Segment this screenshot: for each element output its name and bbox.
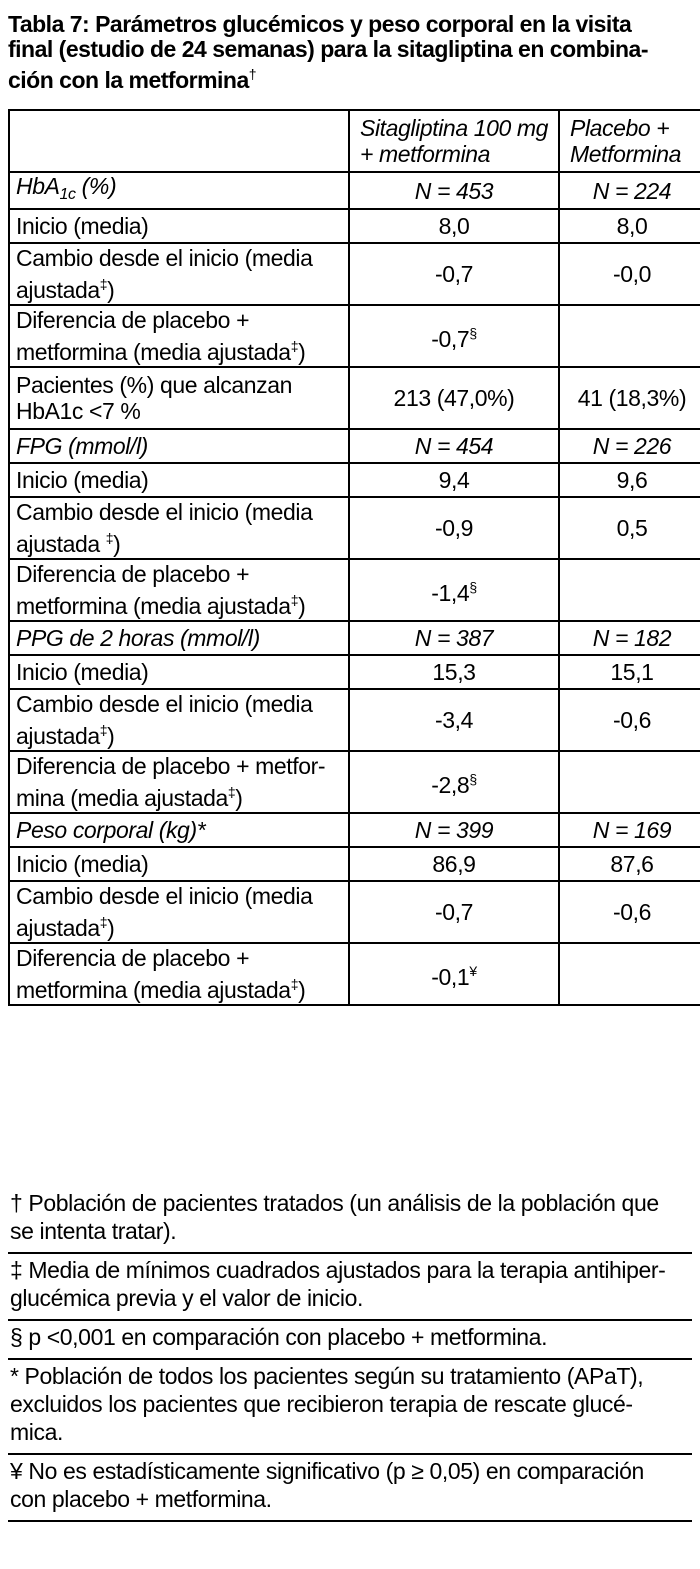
value-placebo: -0,0 [559,243,700,305]
value-placebo [559,559,700,621]
section-label-subscript: 1c [59,186,76,203]
value-placebo: 87,6 [559,847,700,881]
value-sitagliptin: 213 (47,0%) [349,367,559,429]
value-placebo [559,943,700,1005]
value-sitagliptin [349,751,559,813]
table-row [9,655,700,689]
header-placebo [559,110,700,172]
row-label-line-2-text: ajustada [16,723,100,749]
section-label [9,172,349,209]
row-label-line-2: HbA1c <7 % [16,398,141,424]
value-placebo: 9,6 [559,463,700,497]
value-sitagliptin: -0,7 [349,243,559,305]
row-label-tail: ) [235,785,243,811]
table-row [9,751,700,813]
header-empty-cell [9,110,349,172]
footnote-marker: § [469,771,477,787]
row-label-tail: ) [107,915,115,941]
row-label-line-1: Diferencia de placebo + metfor- [16,753,326,779]
value-sitagliptin [349,305,559,367]
section-label: PPG de 2 horas (mmol/l) [9,621,349,655]
value-text: -2,8 [431,772,470,798]
row-label-line-2-text: metformina (media ajustada [16,593,291,619]
footnote-marker: ‡ [290,338,299,354]
table-row [9,367,700,429]
n-sitagliptin: N = 399 [349,813,559,847]
footnote-marker: ¥ [469,963,477,979]
row-label-line-1: Cambio desde el inicio (media [16,691,313,717]
footnote-marker: ‡ [99,276,108,292]
value-placebo: 8,0 [559,209,700,243]
value-text: -0,7 [431,326,470,352]
footnote-marker: ‡ [290,976,299,992]
value-placebo: 41 (18,3%) [559,367,700,429]
n-placebo: N = 169 [559,813,700,847]
footnote-line: ‡ Media de mínimos cuadrados ajustados para la terapia antihiper- [10,1257,666,1283]
footnote-marker: § [469,325,477,341]
n-sitagliptin: N = 387 [349,621,559,655]
row-label [9,305,349,367]
value-placebo [559,751,700,813]
row-label-tail: ) [113,531,121,557]
table-row [9,305,700,367]
table-title [8,12,692,93]
value-sitagliptin: 15,3 [349,655,559,689]
value-placebo: 0,5 [559,497,700,559]
header-placebo-line-1: Placebo + [570,115,670,141]
value-text: -1,4 [431,580,470,606]
footnote-line: ¥ No es estadísticamente significativo (p ≥ 0,05) en comparación [10,1458,644,1484]
title-line-2: final (estudio de 24 semanas) para la sitagliptina en combina- [8,36,649,62]
footnote-line: excluidos los pacientes que recibieron terapia de rescate glucé- [10,1391,633,1417]
row-label-line-1: Cambio desde el inicio (media [16,883,313,909]
row-label-tail: ) [298,593,306,619]
footnote-line: con placebo + metformina. [10,1486,272,1512]
footnote-line: † Población de pacientes tratados (un análisis de la población que [10,1190,659,1216]
row-label-line-1: Diferencia de placebo + [16,561,250,587]
value-sitagliptin: -3,4 [349,689,559,751]
row-label-line-1: Cambio desde el inicio (media [16,245,313,271]
title-line-3 [8,62,692,93]
n-placebo: N = 226 [559,429,700,463]
row-label-line-2-text: ajustada [16,277,100,303]
footnote-treated-population [8,1186,692,1254]
value-placebo [559,305,700,367]
row-label-line-2-text: mina (media ajustada [16,785,228,811]
row-label-line-2 [16,909,342,941]
footnote-apat [8,1360,692,1455]
row-label-line-2 [16,587,342,619]
header-sitagliptin-line-1: Sitagliptina 100 mg [360,115,549,141]
section-row-hba1c [9,172,700,209]
row-label-line-2-text: ajustada [16,531,106,557]
row-label-line-2-text: metformina (media ajustada [16,339,291,365]
footnote-marker: ‡ [99,722,108,738]
footnote-line: mica. [10,1419,63,1445]
footnote-line: * Población de todos los pacientes según su tratamiento (APaT), [10,1363,644,1389]
footnote-marker: § [469,579,477,595]
value-text: -0,1 [431,964,470,990]
table-row [9,209,700,243]
title-line-1: Tabla 7: Parámetros glucémicos y peso corporal en la visita [8,11,632,37]
value-sitagliptin: -0,9 [349,497,559,559]
section-row-body-weight [9,813,700,847]
section-label-rest: (%) [75,173,117,199]
header-sitagliptin [349,110,559,172]
row-label [9,881,349,943]
table-row [9,559,700,621]
row-label-line-2 [16,333,342,365]
results-table [8,109,700,1006]
title-marker: † [248,66,257,82]
value-sitagliptin [349,559,559,621]
row-label-tail: ) [298,977,306,1003]
table-row [9,497,700,559]
row-label [9,943,349,1005]
header-placebo-line-2: Metformina [570,141,682,167]
row-label-line-1: Pacientes (%) que alcanzan [16,372,292,398]
row-label-line-2 [16,525,342,557]
footnote-marker: ‡ [105,530,114,546]
row-label [9,751,349,813]
row-label-tail: ) [107,277,115,303]
value-placebo: 15,1 [559,655,700,689]
n-sitagliptin: N = 453 [349,172,559,209]
footnote-line: § p <0,001 en comparación con placebo + metformina. [10,1324,548,1350]
value-sitagliptin [349,943,559,1005]
table-row [9,243,700,305]
header-row [9,110,700,172]
value-sitagliptin: 8,0 [349,209,559,243]
row-label-line-2 [16,717,342,749]
row-label-line-2 [16,271,342,303]
section-row-ppg [9,621,700,655]
table-row [9,943,700,1005]
row-label: Inicio (media) [9,655,349,689]
value-sitagliptin: 86,9 [349,847,559,881]
row-label-line-1: Diferencia de placebo + [16,945,250,971]
n-placebo: N = 224 [559,172,700,209]
n-placebo: N = 182 [559,621,700,655]
title-line-3-text: ción con la metformina [8,67,249,93]
row-label: Inicio (media) [9,463,349,497]
row-label-tail: ) [107,723,115,749]
table-row [9,463,700,497]
footnote-not-significant [8,1455,692,1522]
value-placebo: -0,6 [559,689,700,751]
section-label: FPG (mmol/l) [9,429,349,463]
header-sitagliptin-line-2: + metformina [360,141,491,167]
footnote-p-value [8,1321,692,1360]
footnote-marker: ‡ [99,914,108,930]
footnotes [8,1186,692,1522]
row-label-tail: ) [298,339,306,365]
row-label-line-2 [16,971,342,1003]
table-row [9,689,700,751]
footnote-marker: ‡ [227,784,236,800]
row-label [9,497,349,559]
n-sitagliptin: N = 454 [349,429,559,463]
footnote-marker: ‡ [290,592,299,608]
row-label [9,243,349,305]
section-label-main: HbA [16,173,60,199]
section-label: Peso corporal (kg)* [9,813,349,847]
value-sitagliptin: -0,7 [349,881,559,943]
row-label-line-2-text: ajustada [16,915,100,941]
value-sitagliptin: 9,4 [349,463,559,497]
footnote-line: glucémica previa y el valor de inicio. [10,1285,363,1311]
value-placebo: -0,6 [559,881,700,943]
row-label [9,559,349,621]
row-label: Inicio (media) [9,209,349,243]
row-label [9,367,349,429]
row-label-line-1: Cambio desde el inicio (media [16,499,313,525]
row-label-line-1: Diferencia de placebo + [16,307,250,333]
row-label-line-2-text: metformina (media ajustada [16,977,291,1003]
table-row [9,881,700,943]
footnote-line: se intenta tratar). [10,1218,177,1244]
row-label-line-2 [16,779,342,811]
table-row [9,847,700,881]
row-label: Inicio (media) [9,847,349,881]
footnote-least-squares [8,1254,692,1321]
row-label [9,689,349,751]
section-row-fpg [9,429,700,463]
